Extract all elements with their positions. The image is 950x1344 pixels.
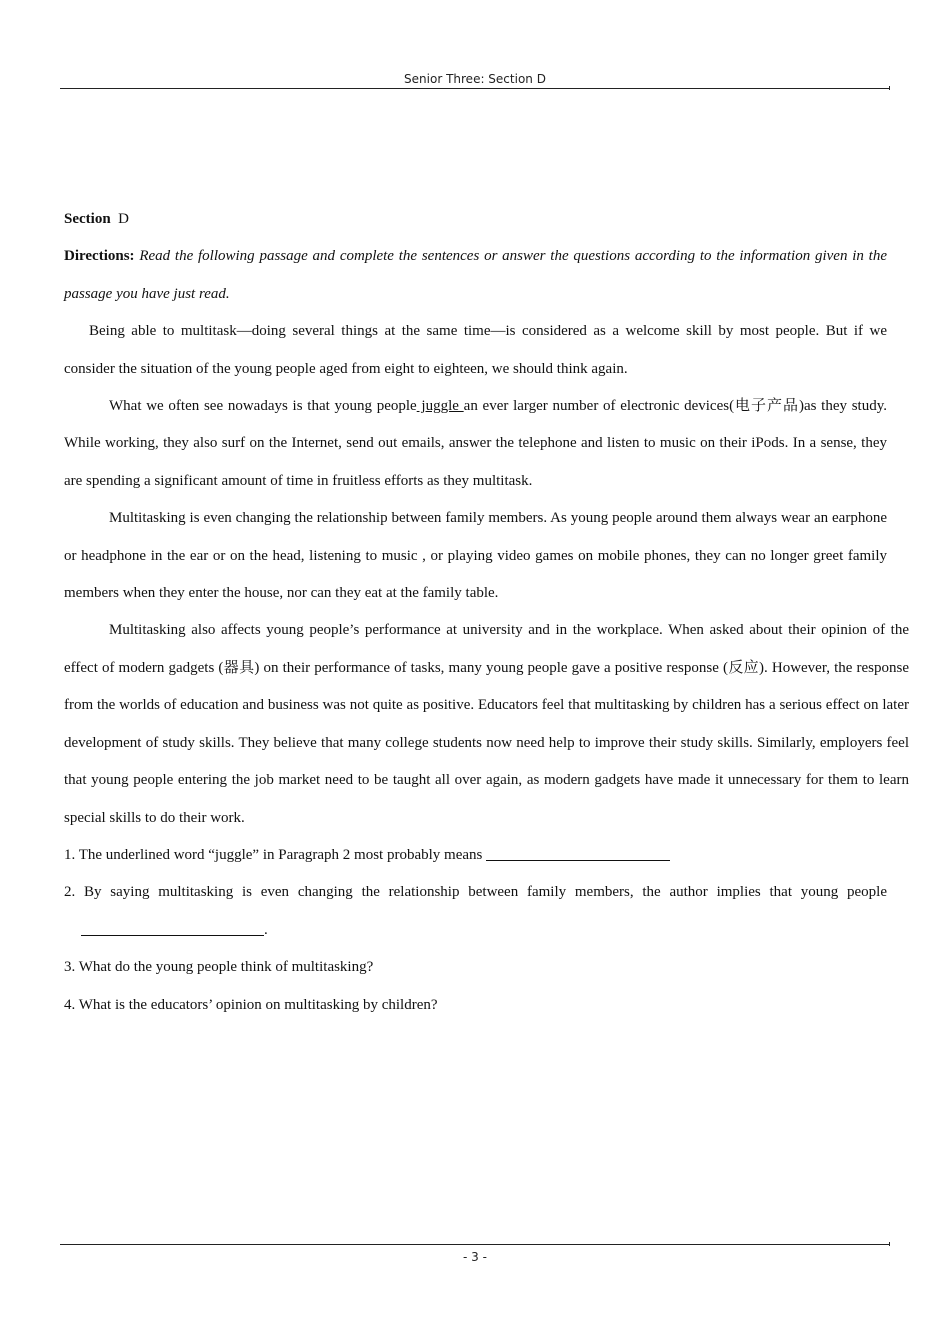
passage-paragraph-2: [64, 388, 887, 500]
paragraph-2-text-before: What we often see nowadays is that young people: [109, 398, 417, 415]
footer-rule: [60, 1244, 890, 1245]
question-1: [64, 837, 887, 874]
footer-rule-tick: [889, 1242, 890, 1246]
passage-paragraph-4: Multitasking also affects young people’s performance at university and in the workplace. When asked about their opinion of the effect of modern gadgets (器具) on their performance of tasks, many young people gave a positive response (反应). However, the response from the worlds of education and business was not quite as positive. Educators feel that multitasking by children has a serious effect on later development of study skills. They believe that many college students now need help to improve their study skills. Similarly, employers feel that young people entering the job market need to be taught all over again, as modern gadgets have made it unnecessary for them to learn special skills to do their work.: [64, 622, 909, 826]
question-4: 4. What is the educators’ opinion on multitasking by children?: [64, 996, 438, 1013]
question-1-text: 1. The underlined word “juggle” in Paragraph 2 most probably means: [64, 846, 487, 863]
question-2-text: 2. By saying multitasking is even changing the relationship between family members, the author implies that young people: [64, 884, 887, 901]
underlined-word-juggle: juggle: [416, 398, 464, 415]
passage-paragraph-1: Being able to multitask—doing several things at the same time—is considered as a welcome skill by most people. But if we consider the situation of the young people aged from eight to eighteen, we should think again.: [64, 323, 887, 377]
header-rule-tick: [889, 86, 890, 90]
directions-text: Read the following passage and complete the sentences or answer the questions according to the information given in the passage you have just read.: [64, 248, 887, 302]
directions-label: Directions:: [64, 248, 135, 265]
page-content: [64, 201, 909, 1024]
section-heading: [64, 201, 887, 238]
question-2-answer-blank[interactable]: [81, 920, 264, 936]
header-rule: [60, 88, 890, 89]
directions: [64, 238, 887, 313]
page-number: - 3 -: [463, 1250, 487, 1264]
question-1-answer-blank[interactable]: [486, 845, 670, 861]
question-3: 3. What do the young people think of multitasking?: [64, 959, 374, 976]
passage-paragraph-3: Multitasking is even changing the relationship between family members. As young people around them always wear an earphone or headphone in the ear or on the head, listening to music , or playing video games on mobile phones, they can no longer greet family members when they enter the house, nor can they eat at the family table.: [64, 510, 887, 602]
question-2-period: .: [264, 921, 268, 938]
section-letter: D: [118, 211, 130, 227]
paragraph-2-text-after: an ever larger number of electronic devices(电子产品)as they study. While working, they also surf on the Internet, send out emails, answer the telephone and listen to music on their iPods. In a sense, they are spending a significant amount of time in fruitless efforts as they multitask.: [64, 398, 887, 489]
section-label: Section: [64, 211, 111, 227]
running-head: Senior Three: Section D: [404, 72, 546, 86]
question-2: [64, 874, 887, 949]
